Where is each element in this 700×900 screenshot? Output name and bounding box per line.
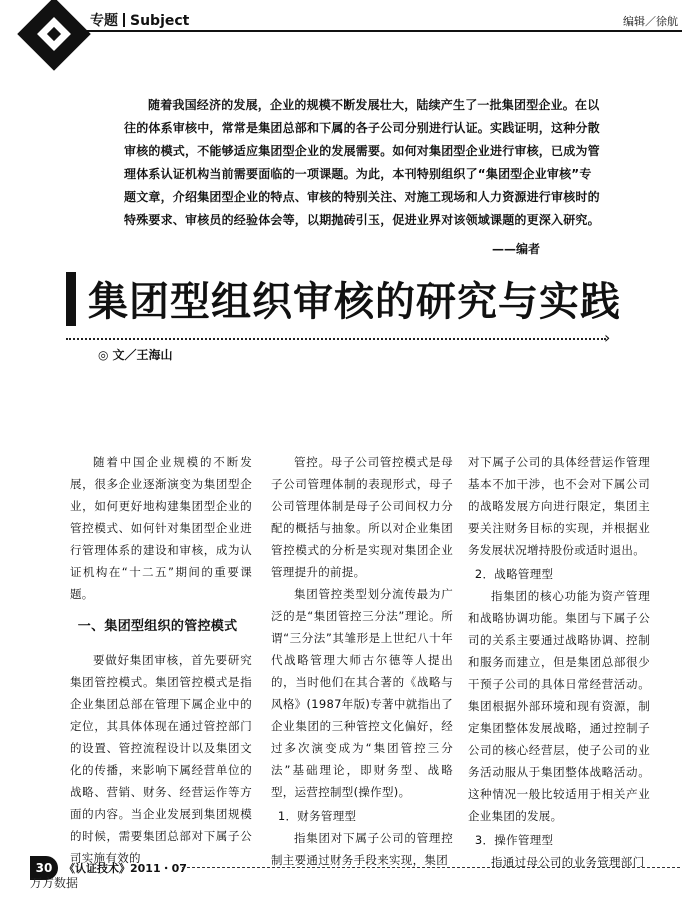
subsection-heading: 1．财务管理型 xyxy=(277,809,357,823)
paragraph: 集团管控类型划分流传最为广泛的是“集团管控三分法”理论。所谓“三分法”其雏形是上世纪八十年代战略管理大师古尔德等人提出的，当时他们在其合著的《战略与风格》(1987年版)专著中就指出了企业集团的三种管控文化偏好，经过多次演变成为“集团管控三分法”基础理论，即财务型、战略型，运营控制型(操作型)。 xyxy=(271,587,453,799)
editor-intro: 随着我国经济的发展，企业的规模不断发展壮大，陆续产生了一批集团型企业。在以往的体系审核中，常常是集团总部和下属的各子公司分别进行认证。实践证明，这种分散审核的模式，不能够适应集团型企业的发展需要。如何对集团型企业进行审核，已成为管理体系认证机构当前需要面临的一项课题。为此，本刊特别组织了“集团型企业审核”专题文章，介绍集团型企业的特点、审核的特别关注、对施工现场和人力资源进行审核时的特殊要求、审核员的经验体会等，以期抛砖引玉，促进业界对该领域课题的更深入研究。 xyxy=(124,98,600,227)
page-number: 30 xyxy=(30,856,58,880)
byline xyxy=(98,346,173,363)
paragraph: 指集团对下属子公司的管理控制主要通过财务手段来实现，集团 xyxy=(271,831,453,867)
article-title: 集团型组织审核的研究与实践 xyxy=(88,279,621,325)
paragraph: 指通过母公司的业务管理部门 xyxy=(491,855,645,869)
byline-author: 文／王海山 xyxy=(112,348,173,362)
paragraph: 管控。母子公司管控模式是母子公司管理体制的表现形式，母子公司管理体制是母子公司间权力分配的概括与抽象。所以对企业集团管控模式的分析是实现对集团企业管理提升的前提。 xyxy=(271,455,453,579)
subsection-heading: 2．战略管理型 xyxy=(474,567,554,581)
title-arrow-icon: › xyxy=(604,328,611,347)
section-label xyxy=(90,10,189,30)
column-2 xyxy=(271,451,453,871)
paragraph: 随着中国企业规模的不断发展，很多企业逐渐演变为集团型企业，如何更好地构建集团型企业的管控模式、如何针对集团型企业进行管理体系的建设和审核，成为认证机构在“十二五”期间的重要课题。 xyxy=(70,455,252,601)
section-label-cn: 专题 xyxy=(90,13,118,29)
section-label-en: Subject xyxy=(130,13,190,29)
section-heading: 一、集团型组织的管控模式 xyxy=(77,619,238,634)
journal-issue: 《认证技术》2011・07 xyxy=(64,862,187,875)
paragraph: 要做好集团审核，首先要研究集团管控模式。集团管控模式是指企业集团总部在管理下属企业中的定位，其具体体现在通过管控部门的设置、管控流程设计以及集团文化的传播，来影响下属经营单位的战略、营销、财务、经营运作等方面的内容。当企业发展到集团规模的时候，需要集团总部对下属子公司实施有效的 xyxy=(70,653,252,865)
column-1 xyxy=(70,451,252,869)
intro-signature: ——编者 xyxy=(491,242,540,256)
watermark: 万方数据 xyxy=(30,876,79,890)
paragraph: 指集团的核心功能为资产管理和战略协调功能。集团与下属子公司的关系主要通过战略协调、控制和服务而建立，但是集团总部很少干预子公司的具体日常经营活动。集团根据外部环境和现有资源，制定集团整体发展战略，通过控制子公司的核心经营层，使子公司的业务活动服从于集团整体战略活动。这种情况一般比较适用于相关产业企业集团的发展。 xyxy=(468,589,650,823)
editor-credit: 编辑／徐航 xyxy=(623,15,678,28)
footer-rule xyxy=(182,867,680,868)
section-separator xyxy=(123,13,125,27)
subsection-heading: 3．操作管理型 xyxy=(474,833,554,847)
paragraph: 对下属子公司的具体经营运作管理基本不加干涉，也不会对下属公司的战略发展方向进行限定，集团主要关注财务目标的实现，并根据业务发展状况增持股份或适时退出。 xyxy=(468,455,650,557)
column-3 xyxy=(468,451,650,873)
title-dotted-rule xyxy=(66,338,606,340)
header-rule xyxy=(86,30,682,32)
byline-circle-icon: ◎ xyxy=(98,348,109,362)
title-bar xyxy=(66,272,76,326)
